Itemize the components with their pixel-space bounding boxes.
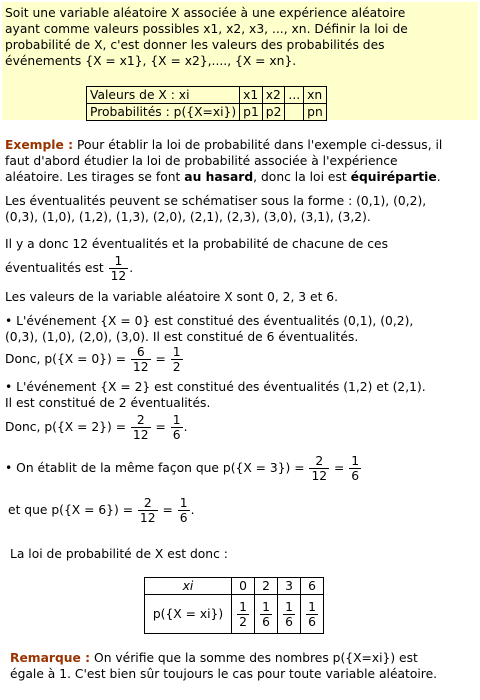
loi-table-values-row bbox=[145, 578, 324, 595]
definition-table-row-probs bbox=[87, 104, 327, 121]
example-label: Exemple : bbox=[5, 138, 74, 152]
loi-prob bbox=[278, 595, 301, 634]
loi-value: 0 bbox=[232, 578, 255, 595]
loi-prob bbox=[255, 595, 278, 634]
loi-table bbox=[144, 577, 324, 634]
remark-text-1: On vérifie que la somme des nombres p({X=xi}) est bbox=[94, 651, 418, 665]
fraction: $\frac{1}{6}$ bbox=[179, 496, 188, 525]
values-line: Les valeurs de la variable aléatoire X sont 0, 2, 3 et 6. bbox=[5, 290, 339, 304]
example-line-3 bbox=[5, 169, 477, 185]
ev2-calc-text: Donc, p({X = 2}) = bbox=[5, 420, 126, 434]
loi-prob bbox=[232, 595, 255, 634]
ev3-line bbox=[5, 454, 477, 483]
fraction: $\frac{2}{12}$ bbox=[311, 454, 328, 483]
ev3-text: • On établit de la même façon que p({X = 3}) = bbox=[5, 461, 305, 475]
intro-line-1: Soit une variable aléatoire X associée à une expérience aléatoire bbox=[5, 6, 406, 20]
loi-table-probs-row bbox=[145, 595, 324, 634]
value-cell: x2 bbox=[262, 87, 285, 104]
loi-intro: La loi de probabilité de X est donc : bbox=[10, 547, 228, 561]
events-line-1: Les éventualités peuvent se schématiser sous la forme : (0,1), (0,2), bbox=[5, 194, 427, 208]
prob-cell: p1 bbox=[240, 104, 263, 121]
fraction: $\frac{1}{6}$ bbox=[285, 599, 293, 629]
loi-prob bbox=[301, 595, 324, 634]
definition-table-row-values bbox=[87, 87, 327, 104]
intro-line-2: ayant comme valeurs possibles x1, x2, x3, ..., xn. Définir la loi de bbox=[5, 22, 408, 36]
example-line-1 bbox=[5, 137, 477, 153]
example-text-3a: aléatoire. Les tirages se font bbox=[5, 170, 181, 184]
loi-value: 2 bbox=[255, 578, 278, 595]
example-text-3e: . bbox=[436, 170, 441, 184]
ev2-line-1: • L'événement {X = 2} est constitué des éventualités (1,2) et (2,1). bbox=[5, 380, 426, 394]
remark-line-1 bbox=[10, 650, 480, 666]
equals: = bbox=[155, 420, 166, 434]
ev6-line: et que p({X = 6}) = $\frac{2}{12}$ = $\frac{1}{6}$ . bbox=[8, 496, 195, 525]
equals: = bbox=[334, 461, 345, 475]
ev0-line-1: • L'événement {X = 0} est constitué des éventualités (0,1), (0,2), bbox=[5, 314, 414, 328]
loi-value: 3 bbox=[278, 578, 301, 595]
loi-value: 6 bbox=[301, 578, 324, 595]
fraction: $\frac{1}{12}$ bbox=[110, 254, 127, 283]
value-cell: xn bbox=[304, 87, 327, 104]
fraction: $\frac{2}{12}$ bbox=[139, 496, 156, 525]
events-line-2: (0,3), (1,0), (1,2), (1,3), (2,0), (2,1), (2,3), (3,0), (3,1), (3,2). bbox=[5, 210, 371, 224]
intro-line-3: probabilité de X, c'est donner les valeurs des probabilités des bbox=[5, 38, 385, 52]
ev0-calc bbox=[5, 345, 477, 374]
value-cell: x1 bbox=[240, 87, 263, 104]
example-line-2: faut d'abord étudier la loi de probabilité associée à l'expérience bbox=[5, 154, 398, 168]
example-text-1: Pour établir la loi de probabilité dans l'exemple ci-dessus, il bbox=[76, 138, 443, 152]
equirepartie: équirépartie bbox=[350, 170, 437, 184]
fraction: $\frac{6}{12}$ bbox=[132, 345, 149, 374]
ev2-line-2: Il est constitué de 2 éventualités. bbox=[5, 396, 211, 410]
count-line-2: éventualités est $\frac{1}{12}$ . bbox=[5, 254, 134, 283]
ev6-text: et que p({X = 6}) = bbox=[8, 503, 133, 517]
loi-prob-label: p({X = xi}) bbox=[145, 595, 232, 634]
fraction: $\frac{1}{2}$ bbox=[172, 345, 181, 374]
fraction: $\frac{1}{6}$ bbox=[308, 599, 316, 629]
fraction: $\frac{1}{6}$ bbox=[262, 599, 270, 629]
definition-table bbox=[86, 86, 327, 121]
equals: = bbox=[162, 503, 173, 517]
values-label: Valeurs de X : xi bbox=[87, 87, 240, 104]
prob-cell: p2 bbox=[262, 104, 285, 121]
count-line-1: Il y a donc 12 éventualités et la probabilité de chacune de ces bbox=[5, 237, 388, 251]
prob-cell bbox=[285, 104, 304, 121]
intro-line-4: événements {X = x1}, {X = x2},...., {X = xn}. bbox=[5, 54, 297, 68]
fraction: $\frac{1}{2}$ bbox=[239, 599, 247, 629]
ev0-line-2: (0,3), (1,0), (2,0), (3,0). Il est constitué de 6 éventualités. bbox=[5, 330, 359, 344]
fraction: $\frac{2}{12}$ bbox=[132, 413, 149, 442]
value-cell: ... bbox=[285, 87, 304, 104]
remark-label: Remarque : bbox=[10, 651, 91, 665]
ev0-calc-text: Donc, p({X = 0}) = bbox=[5, 352, 126, 366]
prob-cell: pn bbox=[304, 104, 327, 121]
au-hasard: au hasard bbox=[184, 170, 254, 184]
probs-label: Probabilités : p({X=xi}) bbox=[87, 104, 240, 121]
fraction: $\frac{1}{6}$ bbox=[172, 413, 181, 442]
example-text-3c: , donc la loi est bbox=[253, 170, 347, 184]
equals: = bbox=[155, 352, 166, 366]
count-text: éventualités est bbox=[5, 261, 104, 275]
fraction: $\frac{1}{6}$ bbox=[351, 454, 360, 483]
ev2-calc: Donc, p({X = 2}) = $\frac{2}{12}$ = $\frac{1}{6}$ . bbox=[5, 413, 188, 442]
remark-line-2: égale à 1. C'est bien sûr toujours le cas pour toute variable aléatoire. bbox=[10, 667, 438, 681]
loi-head: xi bbox=[145, 578, 232, 595]
